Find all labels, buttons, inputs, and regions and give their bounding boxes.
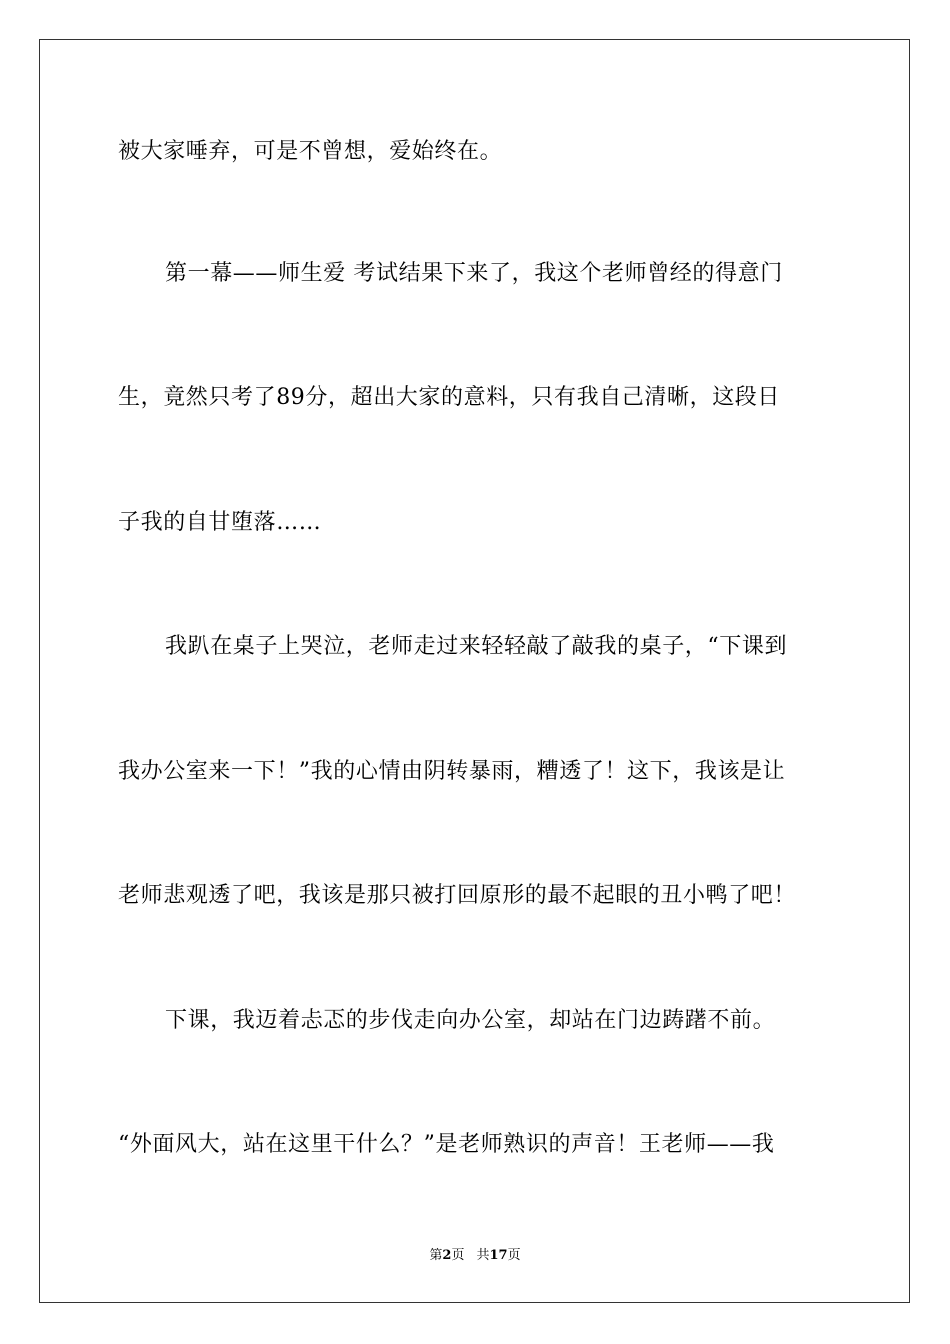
paragraph-line-2: 第一幕——师生爱 考试结果下来了，我这个老师曾经的得意门 bbox=[165, 261, 783, 286]
page-border bbox=[39, 39, 910, 1303]
total-prefix: 共 bbox=[476, 1248, 490, 1263]
page-footer bbox=[0, 1247, 950, 1265]
page-prefix: 第 bbox=[429, 1248, 443, 1263]
paragraph-line-4: 子我的自甘堕落…… bbox=[118, 510, 322, 535]
page-number: 2 bbox=[442, 1248, 452, 1263]
paragraph-line-5: 我趴在桌子上哭泣，老师走过来轻轻敲了敲我的桌子，“下课到 bbox=[165, 634, 788, 659]
paragraph-line-6: 我办公室来一下！”我的心情由阴转暴雨，糟透了！这下，我该是让 bbox=[118, 759, 786, 784]
paragraph-line-8: 下课，我迈着忐忑的步伐走向办公室，却站在门边踌躇不前。 bbox=[165, 1008, 776, 1033]
total-pages: 17 bbox=[489, 1248, 508, 1263]
paragraph-line-7: 老师悲观透了吧，我该是那只被打回原形的最不起眼的丑小鸭了吧！ bbox=[118, 883, 797, 908]
paragraph-line-1: 被大家唾弃，可是不曾想，爱始终在。 bbox=[118, 139, 503, 164]
total-suffix: 页 bbox=[507, 1248, 521, 1263]
paragraph-line-9: “外面风大，站在这里干什么？”是老师熟识的声音！王老师——我 bbox=[118, 1132, 775, 1157]
page-suffix: 页 bbox=[451, 1248, 465, 1263]
paragraph-line-3: 生，竟然只考了89分，超出大家的意料，只有我自己清晰，这段日 bbox=[118, 385, 780, 410]
